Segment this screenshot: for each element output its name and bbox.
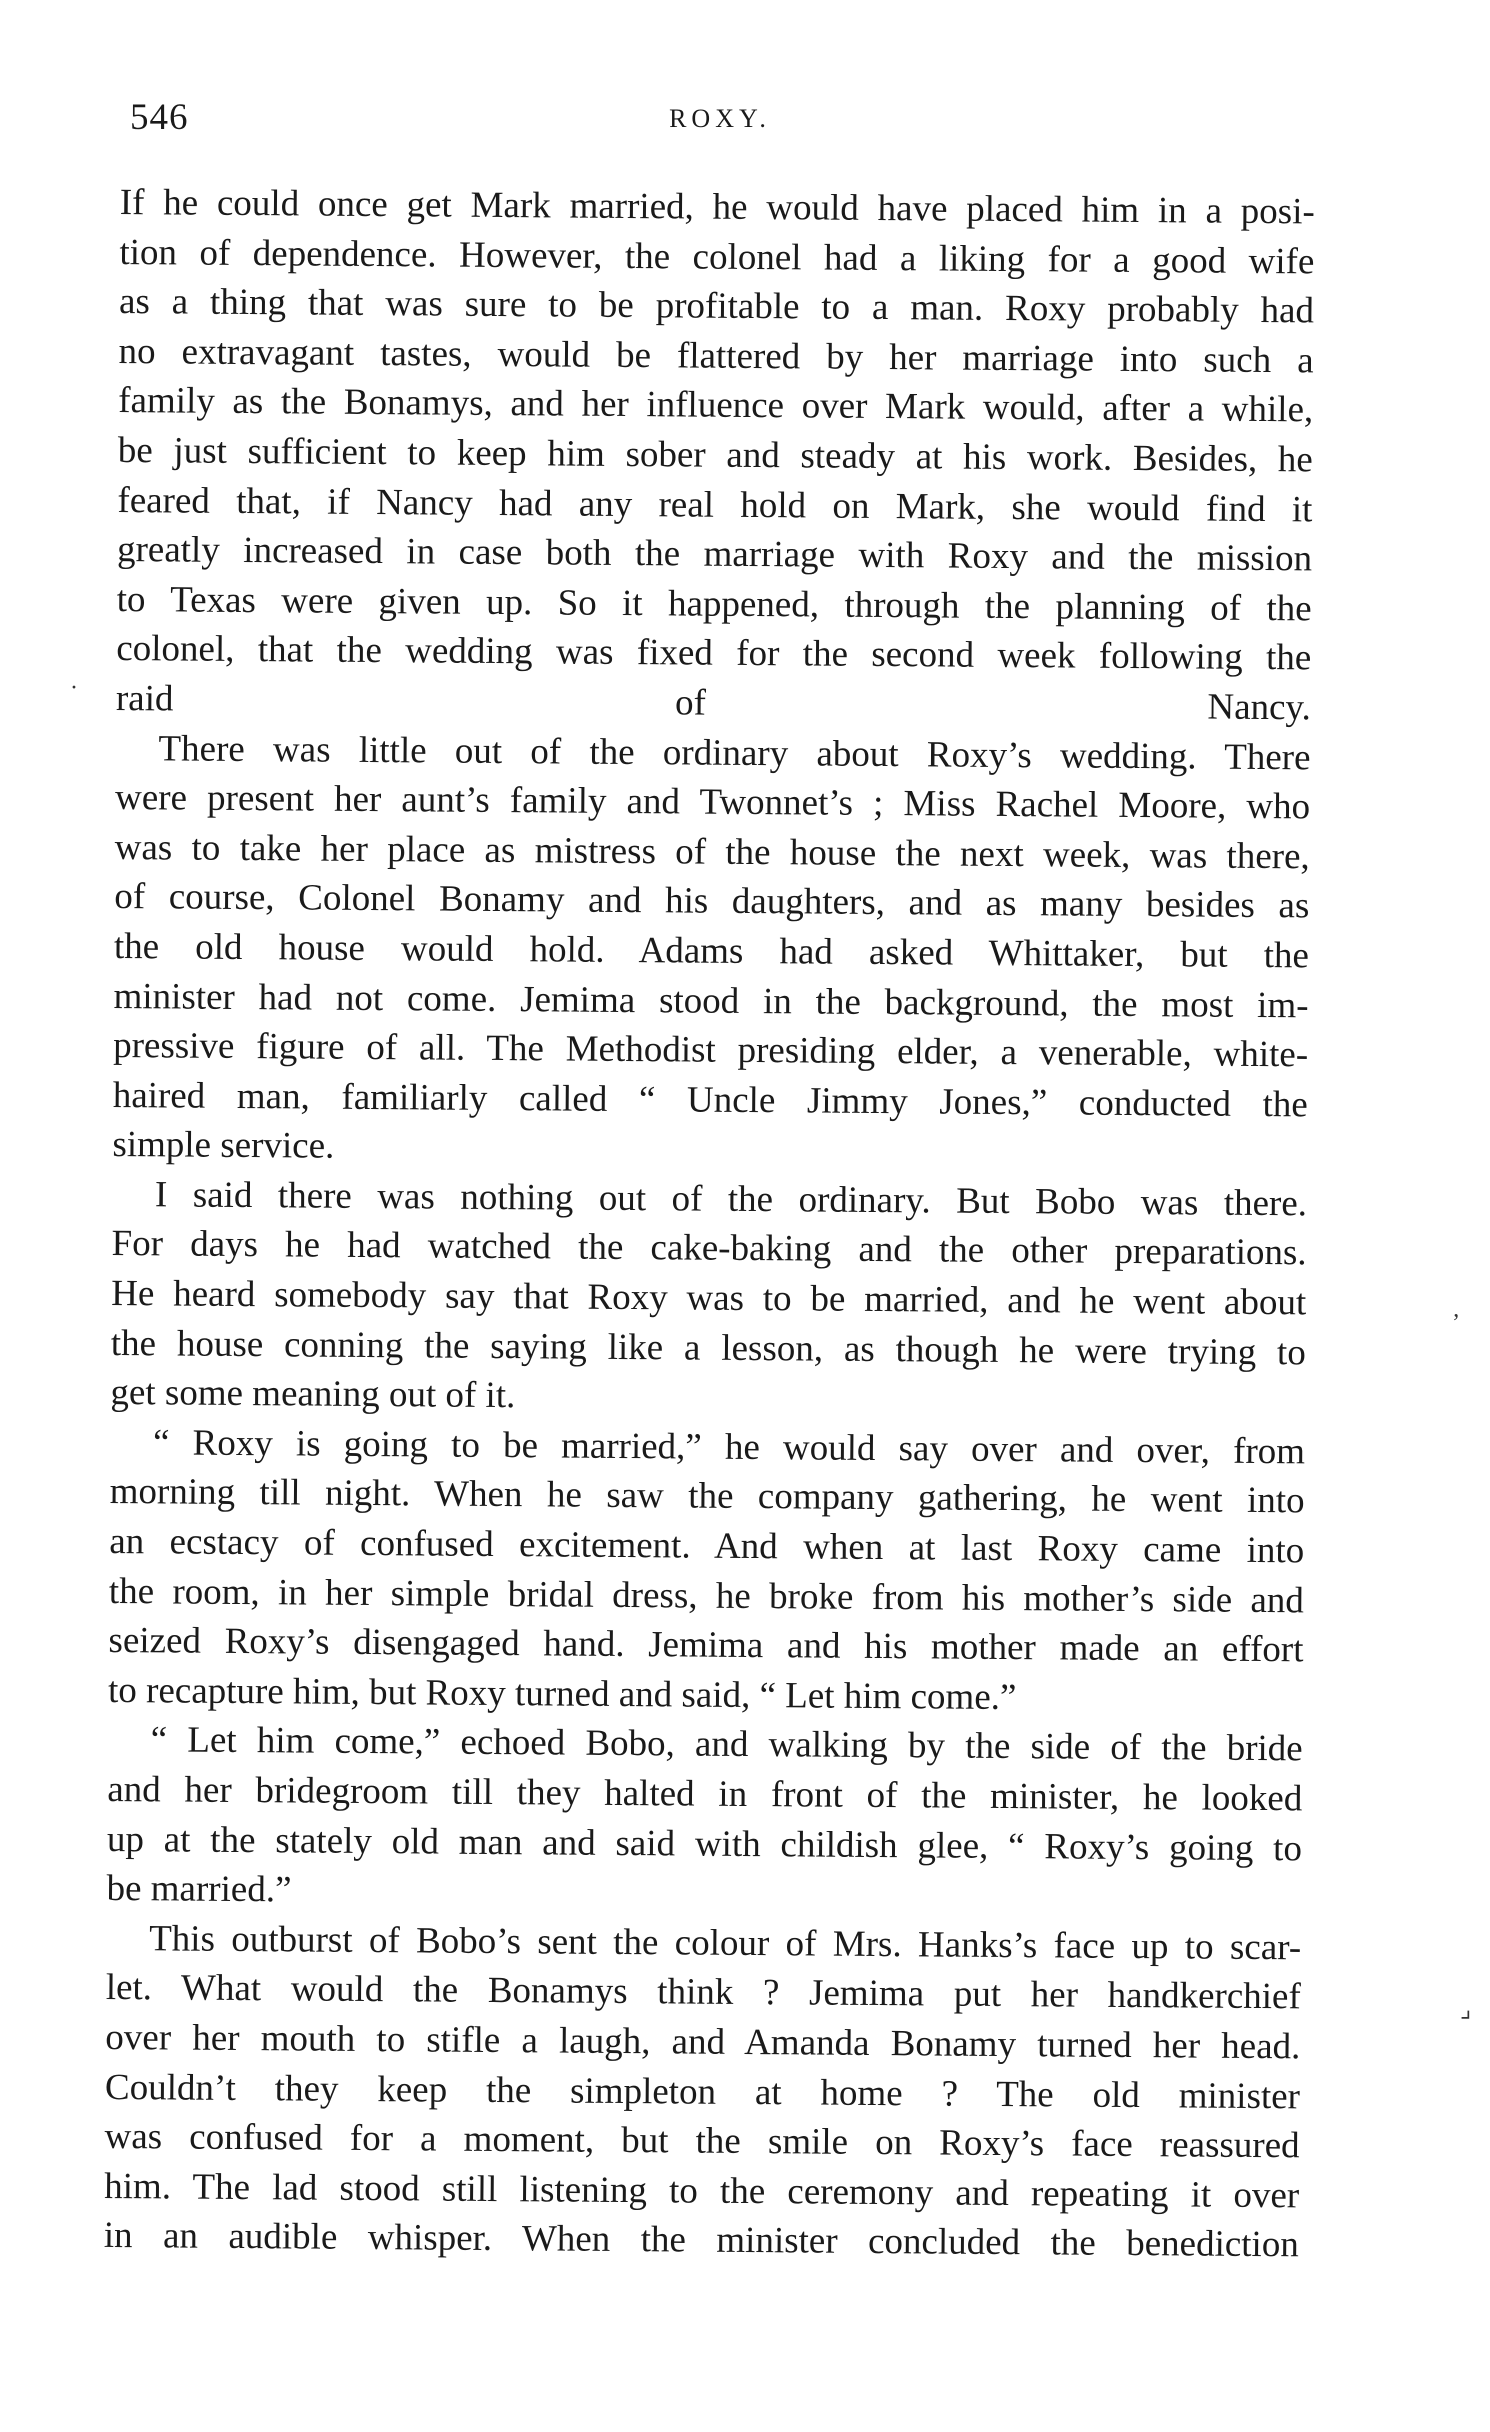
text-line: Couldn’t they keep the simpleton at home ? The old minister [104,2066,1301,2117]
text-line: morning till night. When he saw the company gathering, he went into [109,1471,1305,1522]
body-text [104,178,1315,2270]
text-line: family as the Bonamys, and her influence over Mark would, after a while, [118,380,1314,431]
text-line: let. What would the Bonamys think ? Jemima put her handkerchief [105,1967,1301,2018]
text-line: an ecstacy of confused excitement. And when at last Roxy came into [109,1520,1305,1572]
text-line: He heard somebody say that Roxy was to be married, and he went about [111,1273,1307,1324]
text-line: of course, Colonel Bonamy and his daughters, and as many besides as [114,876,1310,927]
page-number: 546 [130,97,189,138]
text-line: simple service. [112,1124,335,1167]
text-line: pressive figure of all. The Methodist presiding elder, a venerable, white- [113,1025,1309,1076]
text-line: This outburst of Bobo’s sent the colour of Mrs. Hanks’s face up to scar- [149,1918,1302,1969]
text-line: be just sufficient to keep him sober and steady at his work. Besides, he [117,429,1313,481]
margin-arrow-mark: ⌟ [1460,1997,1472,2023]
text-line: to recapture him, but Roxy turned and said, “ Let him come.” [107,1669,1017,1718]
text-line: For days he had watched the cake-baking and the other preparations. [111,1223,1307,1274]
text-line: greatly increased in case both the marriage with Roxy and the mission [116,529,1313,580]
text-line: up at the stately old man and said with childish glee, “ Roxy’s going to [106,1818,1303,1869]
text-line: be married.” [106,1868,292,1911]
margin-tick: ʼ [1452,1310,1460,1336]
text-line: the room, in her simple bridal dress, he broke from his mother’s side and [108,1570,1305,1621]
paragraph-3 [110,1170,1307,1427]
text-line: to Texas were given up. So it happened, through the planning of the [116,578,1312,630]
text-line: feared that, if Nancy had any real hold on Mark, she would find it [117,479,1313,530]
text-line: minister had not come. Jemima stood in the background, the most im- [113,975,1309,1026]
text-line: colonel, that the wedding was fixed for the second week following the [116,628,1312,679]
text-line: was to take her place as mistress of the house the next week, was there, [114,826,1310,878]
text-line: tion of dependence. However, the colonel had a liking for a good wife [119,231,1315,282]
paragraph-6 [104,1914,1302,2271]
paragraph-2 [112,724,1310,1180]
text-line: in an audible whisper. When the minister concluded the benediction [103,2215,1299,2266]
text-line: haired man, familiarly called “ Uncle Jimmy Jones,” conducted the [112,1074,1308,1126]
text-line: over her mouth to stifle a laugh, and Amanda Bonamy turned her head. [105,2016,1301,2068]
running-head [130,96,1310,146]
paragraph-5 [106,1715,1303,1923]
paragraph-4 [108,1418,1305,1725]
running-title: ROXY. [669,104,771,133]
text-line: were present her aunt’s family and Twonnet’s ; Miss Rachel Moore, who [114,777,1311,828]
text-line: was confused for a moment, but the smile on Roxy’s face reassured [104,2116,1300,2167]
text-line: seized Roxy’s disengaged hand. Jemima and his mother made an effort [108,1620,1304,1671]
text-line: “ Let him come,” echoed Bobo, and walking by the side of the bride [150,1719,1303,1770]
paragraph-1 [116,178,1315,733]
text-line: as a thing that was sure to be profitable to a man. Roxy probably had [118,281,1315,332]
text-line: the house conning the saying like a lesson, as though he were trying to [110,1322,1306,1374]
text-line: raid of Nancy. [115,677,1312,729]
text-line: get some meaning out of it. [110,1372,516,1417]
text-line: him. The lad stood still listening to the ceremony and repeating it over [104,2165,1300,2217]
text-line: There was little out of the ordinary about Roxy’s wedding. There [158,727,1311,778]
text-line: the old house would hold. Adams had asked Whittaker, but the [113,925,1310,977]
text-line: I said there was nothing out of the ordinary. But Bobo was there. [154,1174,1308,1225]
text-line: “ Roxy is going to be married,” he would say over and over, from [152,1422,1306,1473]
text-line: and her bridegroom till they halted in front of the minister, he looked [107,1768,1303,1820]
text-line: If he could once get Mark married, he would have placed him in a posi- [119,181,1315,233]
margin-speck: · [70,675,78,701]
text-line: no extravagant tastes, would be flattered by her marriage into such a [118,330,1314,382]
